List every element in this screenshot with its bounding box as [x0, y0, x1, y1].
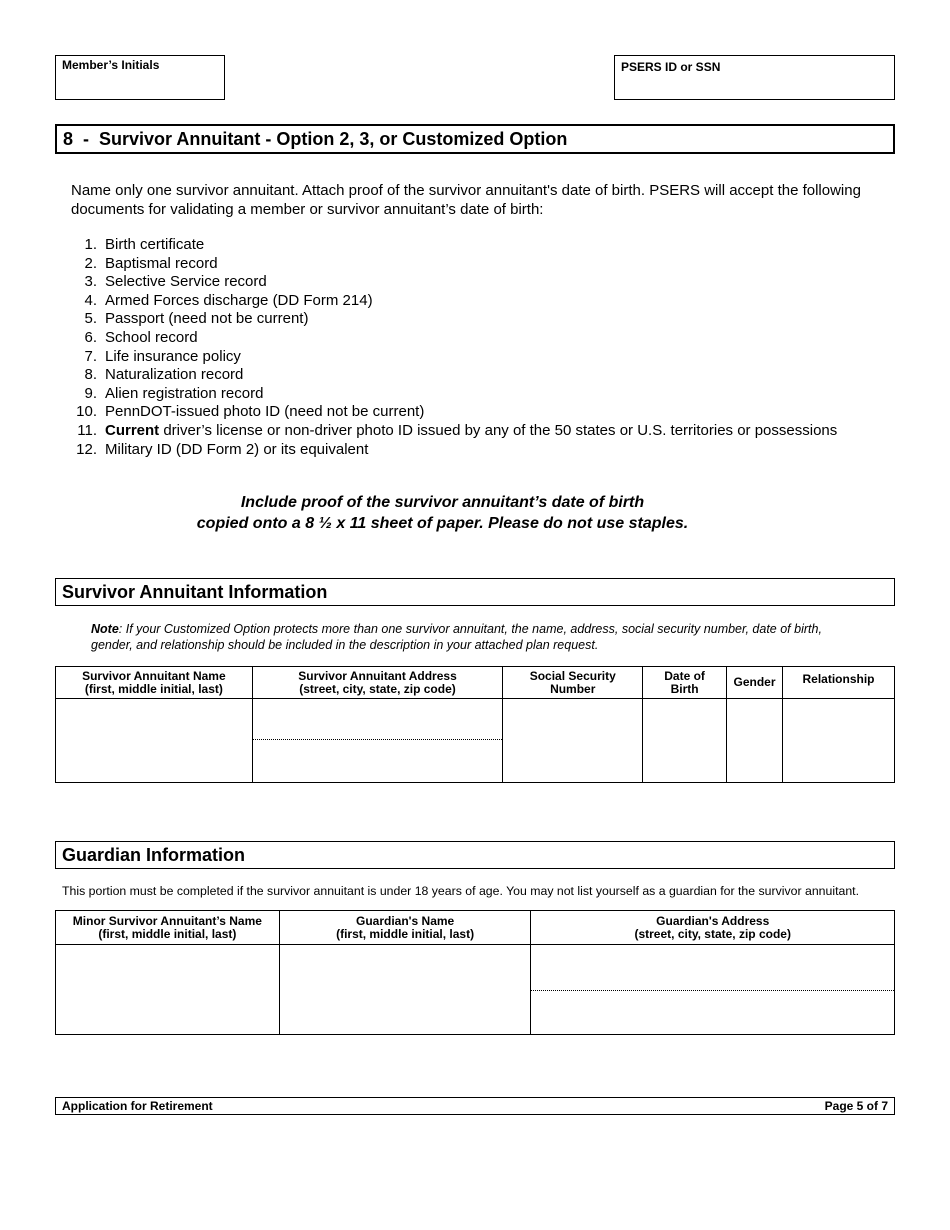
col-survivor-address: Survivor Annuitant Address (street, city, state, zip code): [252, 667, 503, 699]
list-item: 7. Life insurance policy: [84, 347, 241, 365]
guardian-table: [55, 910, 895, 1035]
section-8-title: 8 - Survivor Annuitant - Option 2, 3, or Customized Option: [55, 124, 895, 154]
ssn-field[interactable]: [503, 699, 643, 783]
guardian-info-title: Guardian Information: [55, 841, 895, 869]
members-initials-box[interactable]: [55, 55, 225, 100]
gender-field[interactable]: [727, 699, 783, 783]
list-item: 1. Birth certificate: [84, 236, 205, 253]
survivor-annuitant-table: [55, 666, 895, 783]
col-guardian-name: Guardian's Name (first, middle initial, last): [279, 911, 531, 945]
col-dob: Date of Birth: [643, 667, 727, 699]
psers-id-label: PSERS ID or SSN: [621, 60, 721, 74]
psers-id-box[interactable]: [614, 55, 895, 100]
page-number: Page 5 of 7: [824, 1099, 888, 1113]
survivor-info-title: Survivor Annuitant Information: [55, 578, 895, 606]
col-guardian-address: Guardian's Address (street, city, state, zip code): [531, 911, 895, 945]
guardian-address-field[interactable]: [531, 945, 895, 1035]
relationship-field[interactable]: [783, 699, 895, 783]
page-footer: [55, 1097, 895, 1115]
list-item: 12. Military ID (DD Form 2) or its equivalent: [76, 440, 369, 458]
proof-notice: Include proof of the survivor annuitant’s date of birth copied onto a 8 ½ x 11 sheet of paper. Please do not use staples.: [196, 494, 689, 532]
col-minor-name: Minor Survivor Annuitant’s Name (first, middle initial, last): [56, 911, 280, 945]
col-relationship: Relationship: [783, 667, 895, 699]
list-item: 5. Passport (need not be current): [84, 310, 309, 328]
guardian-instructions: This portion must be completed if the survivor annuitant is under 18 years of age. You may not list yourself as a guardian for the survivor annuitant.: [62, 884, 860, 898]
col-survivor-name: Survivor Annuitant Name (first, middle initial, last): [56, 667, 253, 699]
list-item: 6. School record: [84, 328, 198, 346]
col-gender: Gender: [727, 667, 783, 699]
list-item: 9. Alien registration record: [84, 384, 264, 402]
col-ssn: Social Security Number: [503, 667, 643, 699]
survivor-name-field[interactable]: [56, 699, 253, 783]
section-8-intro: Name only one survivor annuitant. Attach proof of the survivor annuitant's date of birth. PSERS will accept the following documents for validating a member or survivor annuitant’s date of birth:: [71, 182, 861, 218]
minor-name-field[interactable]: [56, 945, 280, 1035]
accepted-documents-list: [71, 236, 837, 459]
members-initials-label: Member’s Initials: [62, 58, 160, 72]
list-item: 8. Naturalization record: [84, 366, 244, 384]
survivor-note: Note: If your Customized Option protects more than one survivor annuitant, the name, address, social security number, date of birth, gender, and relationship should be included in the description in your attached plan request.: [91, 622, 822, 652]
form-name: Application for Retirement: [62, 1099, 213, 1113]
list-item: 10. PennDOT-issued photo ID (need not be current): [76, 403, 425, 421]
dob-field[interactable]: [643, 699, 727, 783]
survivor-address-field[interactable]: [252, 699, 503, 783]
list-item: 11. Current driver’s license or non-driver photo ID issued by any of the 50 states or U.S. territories or possessions: [77, 421, 838, 439]
list-item: 4. Armed Forces discharge (DD Form 214): [84, 291, 373, 309]
guardian-name-field[interactable]: [279, 945, 531, 1035]
list-item: 2. Baptismal record: [84, 254, 218, 272]
list-item: 3. Selective Service record: [84, 273, 267, 291]
